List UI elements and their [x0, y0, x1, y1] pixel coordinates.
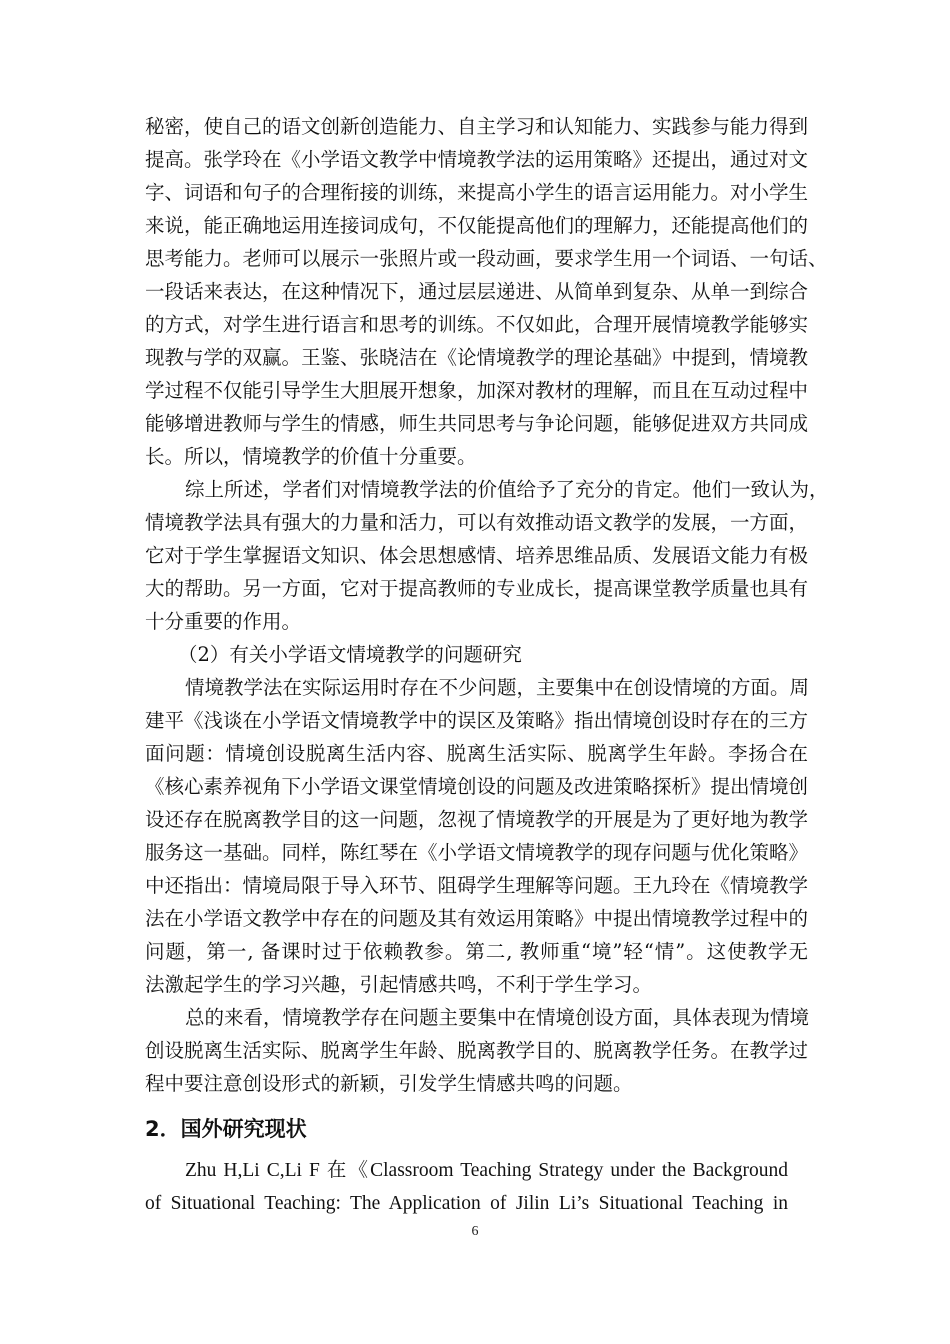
paragraph-line: 长。所以，情境教学的价值十分重要。: [145, 445, 477, 468]
paragraph-line: Zhu H,Li C,Li F 在《Classroom Teaching Strategy under the Background: [185, 1160, 788, 1181]
paragraph-line: 十分重要的作用。: [145, 610, 302, 633]
paragraph-line: 思考能力。老师可以展示一张照片或一段动画，要求学生用一个词语、一句话、: [145, 247, 828, 270]
paragraph-line: 字、词语和句子的合理衔接的训练，来提高小学生的语言运用能力。对小学生: [145, 181, 809, 204]
paragraph-line: 程中要注意创设形式的新颖，引发学生情感共鸣的问题。: [145, 1072, 633, 1095]
paragraph-line: 建平《浅谈在小学语文情境教学中的误区及策略》指出情境创设时存在的三方: [145, 709, 809, 732]
paragraph-line: 情境教学法在实际运用时存在不少问题，主要集中在创设情境的方面。周: [185, 676, 810, 699]
paragraph-line: 《核心素养视角下小学语文课堂情境创设的问题及改进策略探析》提出情境创: [145, 775, 809, 798]
paragraph-line: 情境教学法具有强大的力量和活力，可以有效推动语文教学的发展，一方面，: [145, 511, 809, 534]
section-heading: 2．国外研究现状: [145, 1117, 307, 1141]
paragraph-line: 面问题：情境创设脱离生活内容、脱离生活实际、脱离学生年龄。李扬合在: [145, 742, 808, 765]
paragraph-line: 学过程不仅能引导学生大胆展开想象，加深对教材的理解，而且在互动过程中: [145, 379, 809, 402]
paragraph-line: 的方式，对学生进行语言和思考的训练。不仅如此，合理开展情境教学能够实: [145, 313, 809, 336]
paragraph-line: 创设脱离生活实际、脱离学生年龄、脱离教学目的、脱离教学任务。在教学过: [145, 1039, 809, 1062]
page-number: 6: [471, 1224, 479, 1239]
paragraph-line: 提高。张学玲在《小学语文教学中情境教学法的运用策略》还提出，通过对文: [145, 148, 809, 171]
paragraph-line: 总的来看，情境教学存在问题主要集中在情境创设方面，具体表现为情境: [185, 1006, 810, 1029]
paragraph-line: of Situational Teaching: The Application of Jilin Li’s Situational Teaching in: [145, 1193, 788, 1214]
paragraph-line: 综上所述，学者们对情境教学法的价值给予了充分的肯定。他们一致认为，: [185, 478, 829, 501]
paragraph-line: 来说，能正确地运用连接词成句，不仅能提高他们的理解力，还能提高他们的: [145, 214, 809, 237]
paragraph-line: 法在小学语文教学中存在的问题及其有效运用策略》中提出情境教学过程中的: [145, 907, 809, 930]
paragraph-line: 它对于学生掌握语文知识、体会思想感情、培养思维品质、发展语文能力有极: [145, 544, 809, 567]
paragraph-line: 大的帮助。另一方面，它对于提高教师的专业成长，提高课堂教学质量也具有: [145, 577, 809, 600]
paragraph-line: 服务这一基础。同样，陈红琴在《小学语文情境教学的现存问题与优化策略》: [145, 841, 809, 864]
paragraph-line: 秘密，使自己的语文创新创造能力、自主学习和认知能力、实践参与能力得到: [145, 115, 809, 138]
paragraph-line: 一段话来表达，在这种情况下，通过层层递进、从简单到复杂、从单一到综合: [145, 280, 809, 303]
paragraph-line: 问题，第一, 备课时过于依赖教参。第二, 教师重“境”轻“情”。这使教学无: [145, 940, 808, 963]
paragraph-line: 能够增进教师与学生的情感，师生共同思考与争论问题，能够促进双方共同成: [145, 412, 809, 435]
paragraph-line: 法激起学生的学习兴趣，引起情感共鸣，不利于学生学习。: [145, 973, 653, 996]
paragraph-line: 设还存在脱离教学目的这一问题，忽视了情境教学的开展是为了更好地为教学: [145, 808, 809, 831]
paragraph-line: 现教与学的双赢。王鉴、张晓洁在《论情境教学的理论基础》中提到，情境教: [145, 346, 809, 369]
subsection-heading: （2）有关小学语文情境教学的问题研究: [178, 643, 522, 666]
paragraph-line: 中还指出：情境局限于导入环节、阻碍学生理解等问题。王九玲在《情境教学: [145, 874, 809, 897]
